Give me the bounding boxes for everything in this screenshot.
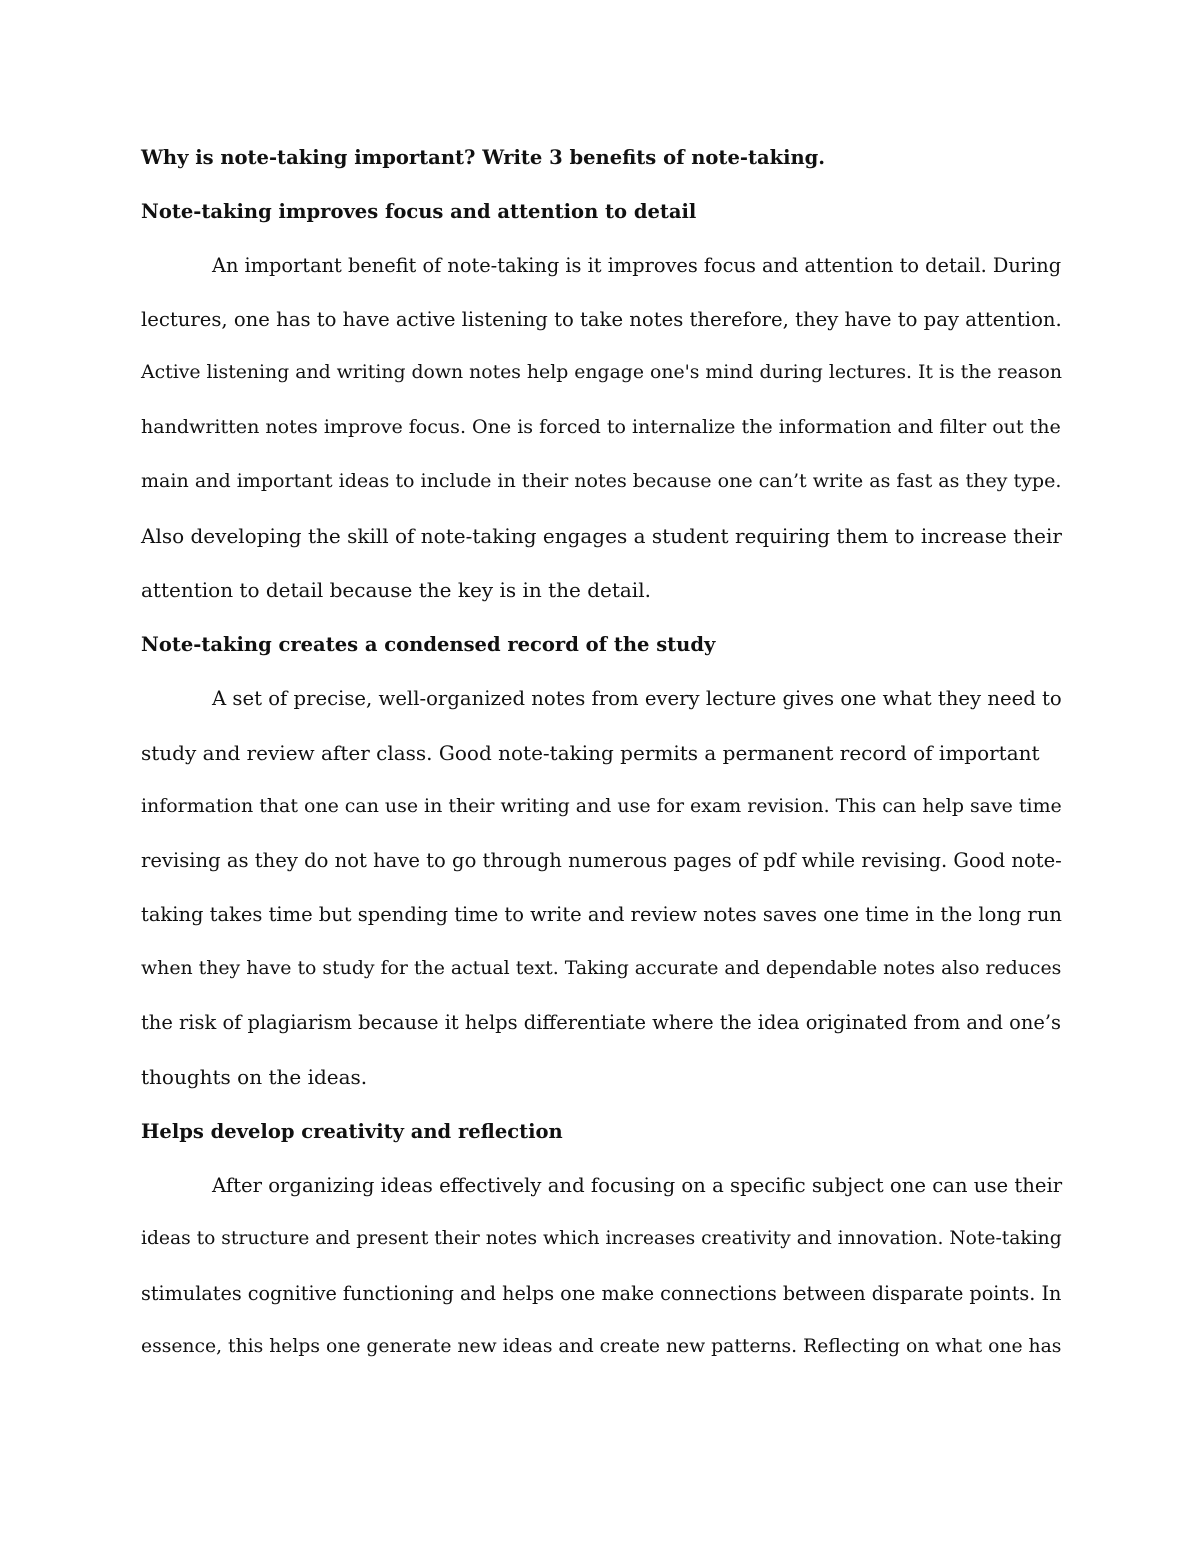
paragraph-line: taking takes time but spending time to write and review notes saves one time in the long run — [141, 903, 1062, 926]
paragraph-line: After organizing ideas effectively and focusing on a specific subject one can use their — [212, 1174, 1063, 1197]
paragraph-line: A set of precise, well-organized notes from every lecture gives one what they need to — [212, 687, 1062, 710]
paragraph-line: revising as they do not have to go through numerous pages of pdf while revising. Good note- — [141, 849, 1062, 872]
question-heading: Why is note-taking important? Write 3 benefits of note-taking. — [141, 146, 826, 169]
paragraph-line: main and important ideas to include in their notes because one can’t write as fast as they type. — [141, 470, 1062, 492]
paragraph-line: stimulates cognitive functioning and helps one make connections between disparate points. In — [141, 1282, 1062, 1305]
paragraph-line: information that one can use in their writing and use for exam revision. This can help save time — [141, 795, 1062, 817]
paragraph-line: Also developing the skill of note-taking engages a student requiring them to increase their — [141, 524, 1062, 548]
paragraph-line: An important benefit of note-taking is it improves focus and attention to detail. During — [212, 254, 1062, 277]
paragraph-line: handwritten notes improve focus. One is forced to internalize the information and filter out the — [141, 416, 1061, 438]
paragraph-line: thoughts on the ideas. — [141, 1065, 368, 1089]
section-heading-focus: Note-taking improves focus and attention to detail — [141, 200, 697, 223]
section-heading-creativity: Helps develop creativity and reflection — [141, 1120, 563, 1143]
paragraph-line: attention to detail because the key is in the detail. — [141, 578, 651, 602]
paragraph-line: when they have to study for the actual text. Taking accurate and dependable notes also reduces — [141, 957, 1062, 979]
paragraph-line: study and review after class. Good note-taking permits a permanent record of important — [141, 741, 1040, 765]
paragraph-line: the risk of plagiarism because it helps differentiate where the idea originated from and one’s — [141, 1011, 1062, 1034]
paragraph-line: lectures, one has to have active listening to take notes therefore, they have to pay attention. — [141, 308, 1062, 331]
paragraph-line: essence, this helps one generate new ideas and create new patterns. Reflecting on what one has — [141, 1336, 1062, 1357]
paragraph-line: Active listening and writing down notes help engage one's mind during lectures. It is the reason — [141, 362, 1062, 383]
section-heading-record: Note-taking creates a condensed record of the study — [141, 633, 716, 656]
paragraph-line: ideas to structure and present their notes which increases creativity and innovation. Note-taking — [141, 1228, 1062, 1249]
